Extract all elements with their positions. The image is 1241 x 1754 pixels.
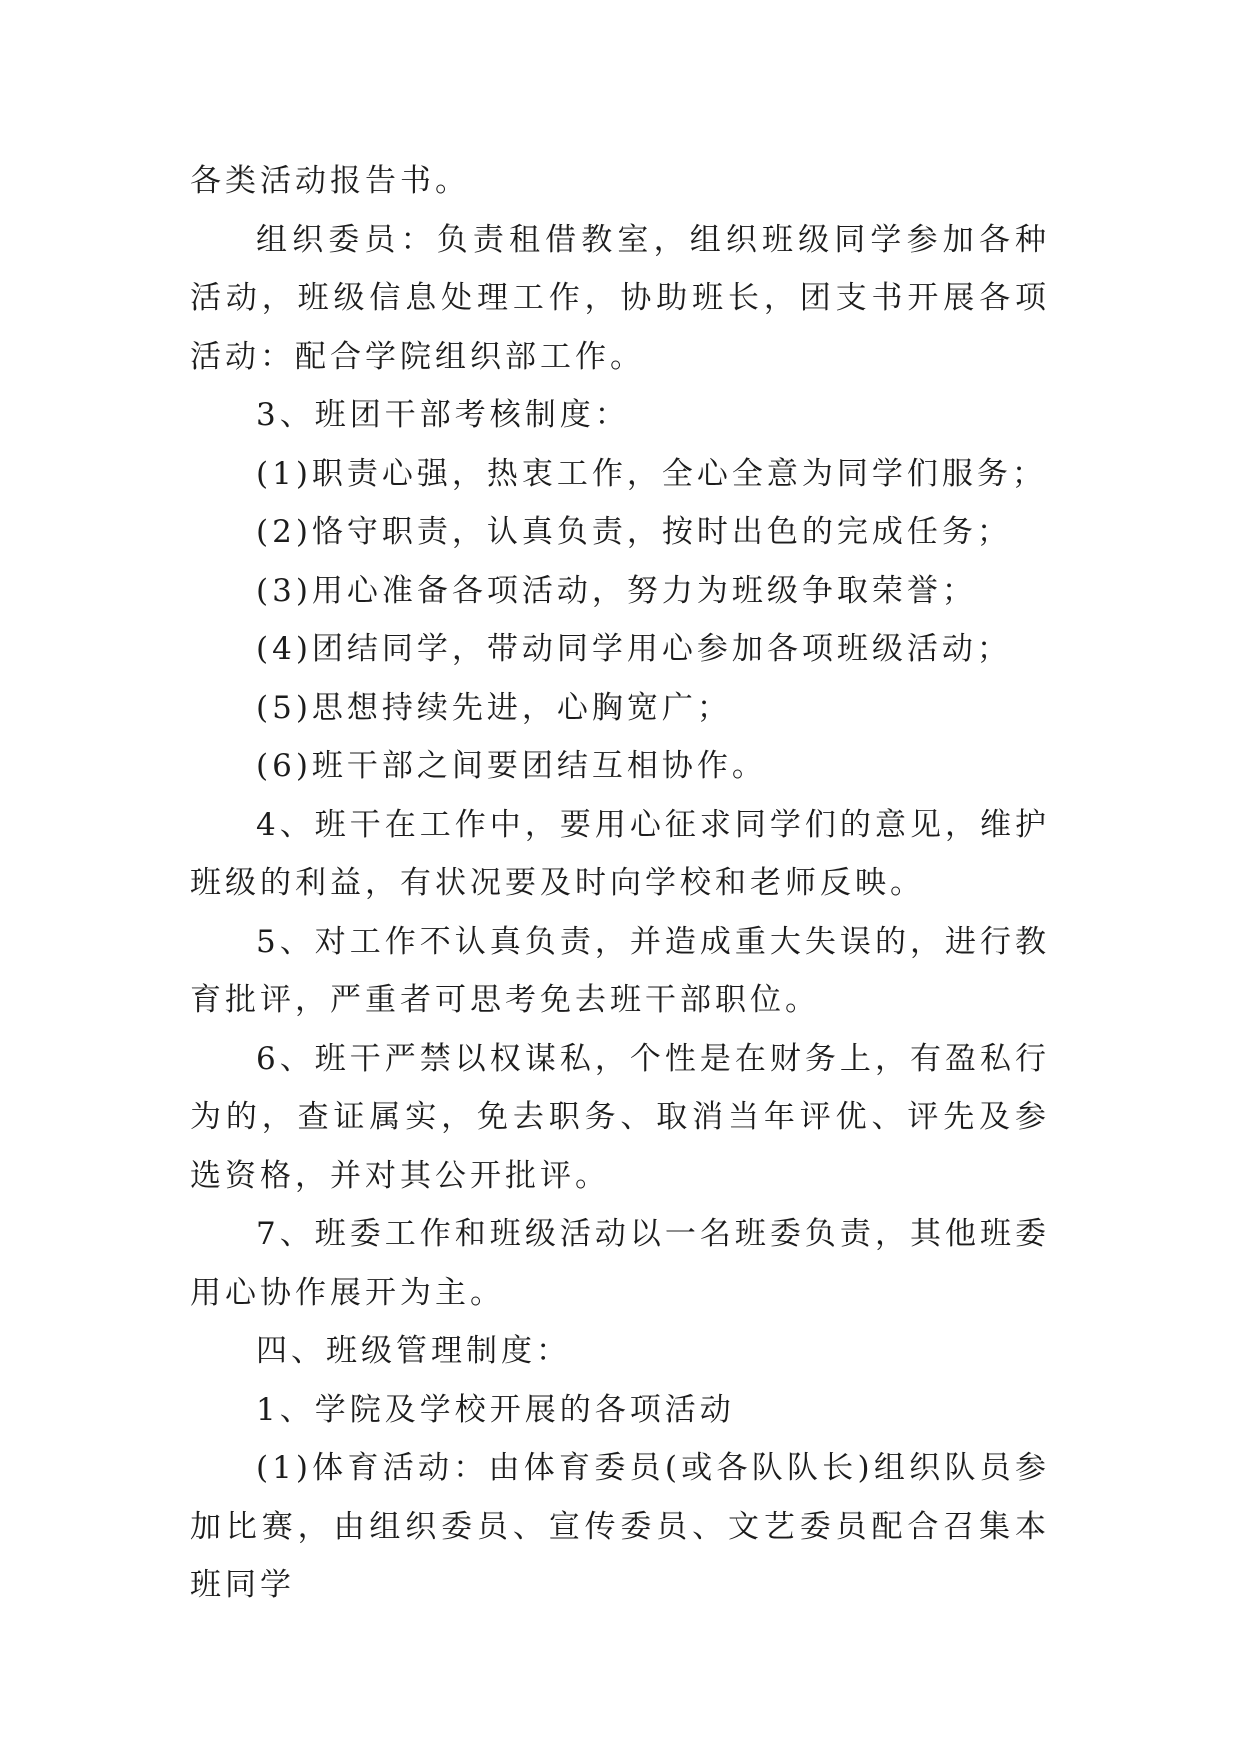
paragraph-continuation: 各类活动报告书。 <box>190 163 470 199</box>
document-body <box>190 152 1050 1615</box>
paragraph-item-4: 4、班干在工作中，要用心征求同学们的意见，维护班级的利益，有状况要及时向学校和老师反映。 <box>190 806 1050 901</box>
list-item-5: (5)思想持续先进，心胸宽广； <box>256 689 732 726</box>
list-item-4: (4)团结同学，带动同学用心参加各项班级活动； <box>256 631 1012 667</box>
paragraph-organizing-member: 组织委员：负责租借教室，组织班级同学参加各种活动，班级信息处理工作，协助班长，团支书开展各项活动：配合学院组织部工作。 <box>190 221 1050 375</box>
list-item-6: (6)班干部之间要团结互相协作。 <box>256 748 767 784</box>
paragraph-item-7: 7、班委工作和班级活动以一名班委负责，其他班委用心协作展开为主。 <box>190 1216 1050 1311</box>
list-item-2: (2)恪守职责，认真负责，按时出色的完成任务； <box>256 514 1012 550</box>
paragraph-item-5: 5、对工作不认真负责，并造成重大失误的，进行教育批评，严重者可思考免去班干部职位。 <box>190 923 1050 1018</box>
heading-activities: 1、学院及学校开展的各项活动 <box>256 1391 735 1428</box>
heading-assessment-system: 3、班团干部考核制度： <box>256 397 630 433</box>
heading-class-management: 四、班级管理制度： <box>256 1333 571 1369</box>
paragraph-item-6: 6、班干严禁以权谋私，个性是在财务上，有盈私行为的，查证属实，免去职务、取消当年评优、评先及参选资格，并对其公开批评。 <box>190 1040 1050 1194</box>
paragraph-sports-activities: (1)体育活动：由体育委员(或各队队长)组织队员参加比赛，由组织委员、宣传委员、文艺委员配合召集本班同学 <box>190 1450 1050 1603</box>
list-item-1: (1)职责心强，热衷工作，全心全意为同学们服务； <box>256 455 1047 492</box>
list-item-3: (3)用心准备各项活动，努力为班级争取荣誉； <box>256 572 977 609</box>
